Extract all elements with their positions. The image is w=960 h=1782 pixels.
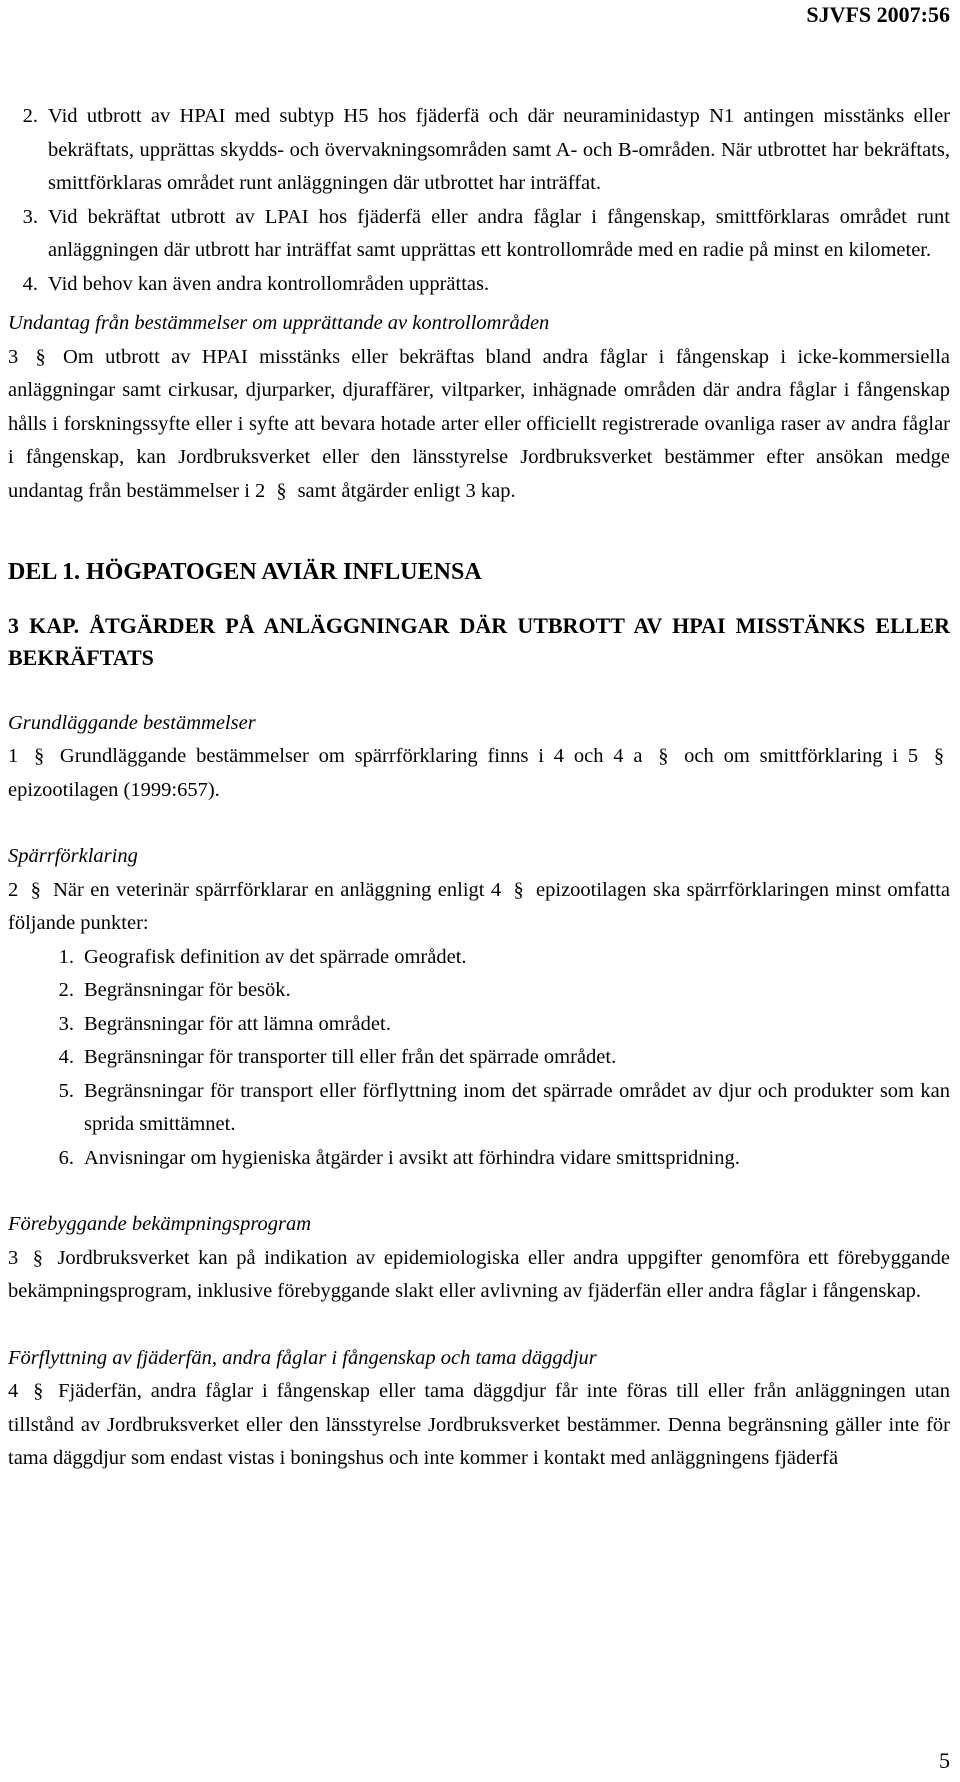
- paragraph-number: 3: [8, 1246, 19, 1269]
- list-item: [8, 1142, 950, 1176]
- section-symbol: §: [33, 1380, 44, 1402]
- section-symbol: §: [33, 745, 45, 767]
- basic-provisions-paragraph: [8, 740, 950, 807]
- prevention-text: Jordbruksverket kan på indikation av epidemiologiska eller andra uppgifter genomföra ett förebyggande bekämpningsprogram, inklusive förebyggande slakt eller avlivning av fjäderfän eller andra fåglar i fångenskap.: [8, 1246, 950, 1302]
- movement-heading: Förflyttning av fjäderfän, andra fåglar i fångenskap och tama däggdjur: [8, 1346, 597, 1369]
- basic-text-end: epizootilagen (1999:657).: [8, 778, 220, 801]
- basic-text-mid: och om smittförklaring i 5: [684, 745, 919, 767]
- list-item: [8, 974, 950, 1008]
- section-symbol: §: [35, 345, 46, 368]
- list-item: [8, 201, 950, 268]
- list-item-number: 2.: [58, 979, 74, 1001]
- document-header: SJVFS 2007:56: [806, 2, 950, 27]
- list-item-number: 4.: [22, 272, 38, 295]
- basic-text: Grundläggande bestämmelser om spärrförklaring finns i 4 och 4 a: [59, 745, 643, 767]
- section-symbol: §: [30, 878, 41, 901]
- list-item-text: Vid bekräftat utbrott av LPAI hos fjäderfä eller andra fåglar i fångenskap, smittförklaras området runt anläggningen där utbrott har inträffat samt upprättas ett kontrollområde med en radie på minst en kilometer.: [48, 205, 950, 261]
- quarantine-paragraph: [8, 874, 950, 941]
- exemption-text-end: samt åtgärder enligt 3 kap.: [297, 479, 516, 502]
- intro-numbered-list: [8, 100, 950, 301]
- paragraph-number: 4: [8, 1380, 19, 1402]
- list-item-number: 4.: [58, 1046, 74, 1068]
- list-item-text: Begränsningar för att lämna området.: [84, 1012, 391, 1035]
- paragraph-number: 1: [8, 745, 19, 767]
- list-item-text: Vid behov kan även andra kontrollområden upprättas.: [48, 272, 490, 295]
- list-item-text: Geografisk definition av det spärrade området.: [84, 945, 467, 968]
- basic-provisions-heading: Grundläggande bestämmelser: [8, 711, 256, 734]
- list-item: [8, 1041, 950, 1075]
- page-number: 5: [939, 1748, 950, 1773]
- list-item-number: 6.: [58, 1146, 74, 1169]
- chapter-title: 3 KAP. ÅTGÄRDER PÅ ANLÄGGNINGAR DÄR UTBROTT AV HPAI MISSTÄNKS ELLER BEKRÄFTATS: [8, 612, 950, 670]
- list-item-text: Begränsningar för besök.: [84, 979, 291, 1001]
- paragraph-number: 3: [8, 345, 19, 368]
- exemption-heading: Undantag från bestämmelser om upprättande av kontrollområden: [8, 312, 550, 334]
- movement-paragraph: [8, 1375, 950, 1476]
- list-item: [8, 100, 950, 201]
- section-symbol: §: [658, 745, 669, 767]
- list-item: [8, 1075, 950, 1142]
- list-item: [8, 1008, 950, 1042]
- quarantine-points-list: [8, 941, 950, 1176]
- section-symbol: §: [32, 1246, 43, 1269]
- list-item-number: 3.: [22, 205, 38, 228]
- quarantine-heading: Spärrförklaring: [8, 845, 138, 867]
- list-item: [8, 268, 950, 302]
- document-content: [8, 100, 950, 1476]
- section-symbol: §: [933, 745, 945, 767]
- exemption-text: Om utbrott av HPAI misstänks eller bekräftas bland andra fåglar i fångenskap i icke-kommersiella anläggningar samt cirkusar, djurparker, djuraffärer, viltparker, inhägnade områden där andra fåglar i fångenskap hålls i forskningssyfte eller i syfte att bevara hotade arter eller officiellt registrerade ovanliga raser av andra fåglar i fångenskap, kan Jordbruksverket eller den länsstyrelse Jordbruksverket bestämmer efter ansökan medge undantag från bestämmelser i 2: [8, 345, 951, 502]
- part-title: DEL 1. HÖGPATOGEN AVIÄR INFLUENSA: [8, 559, 482, 585]
- section-symbol: §: [276, 479, 287, 502]
- quarantine-text-end: epizootilagen ska spärrförklaringen minst omfatta följande punkter:: [8, 878, 951, 934]
- list-item: [8, 941, 950, 975]
- movement-text: Fjäderfän, andra fåglar i fångenskap eller tama däggdjur får inte föras till eller från anläggningen utan tillstånd av Jordbruksverket eller den länsstyrelse Jordbruksverket bestämmer. Denna begränsning gäller inte för tama däggdjur som endast vistas i boningshus och inte kommer i kontakt med anläggningens fjäderfä: [8, 1380, 950, 1469]
- exemption-paragraph: [8, 341, 950, 509]
- quarantine-text: När en veterinär spärrförklarar en anläggning enligt 4: [53, 878, 502, 901]
- section-symbol: §: [513, 878, 524, 901]
- list-item-text: Anvisningar om hygieniska åtgärder i avsikt att förhindra vidare smittspridning.: [84, 1146, 740, 1169]
- list-item-text: Begränsningar för transport eller förflyttning inom det spärrade området av djur och produkter som kan sprida smittämnet.: [84, 1079, 950, 1135]
- list-item-number: 1.: [58, 945, 74, 968]
- list-item-number: 3.: [58, 1012, 74, 1035]
- prevention-heading: Förebyggande bekämpningsprogram: [8, 1213, 312, 1235]
- list-item-number: 2.: [22, 105, 38, 127]
- list-item-text: Vid utbrott av HPAI med subtyp H5 hos fjäderfä och där neuraminidastyp N1 antingen misstänks eller bekräftats, upprättas skydds- och övervakningsområden samt A- och B-områden. När utbrottet har bekräftats, smittförklaras området runt anläggningen där utbrottet har inträffat.: [48, 105, 950, 194]
- paragraph-number: 2: [8, 878, 19, 901]
- list-item-text: Begränsningar för transporter till eller från det spärrade området.: [84, 1046, 617, 1068]
- prevention-paragraph: [8, 1242, 950, 1309]
- list-item-number: 5.: [58, 1079, 74, 1102]
